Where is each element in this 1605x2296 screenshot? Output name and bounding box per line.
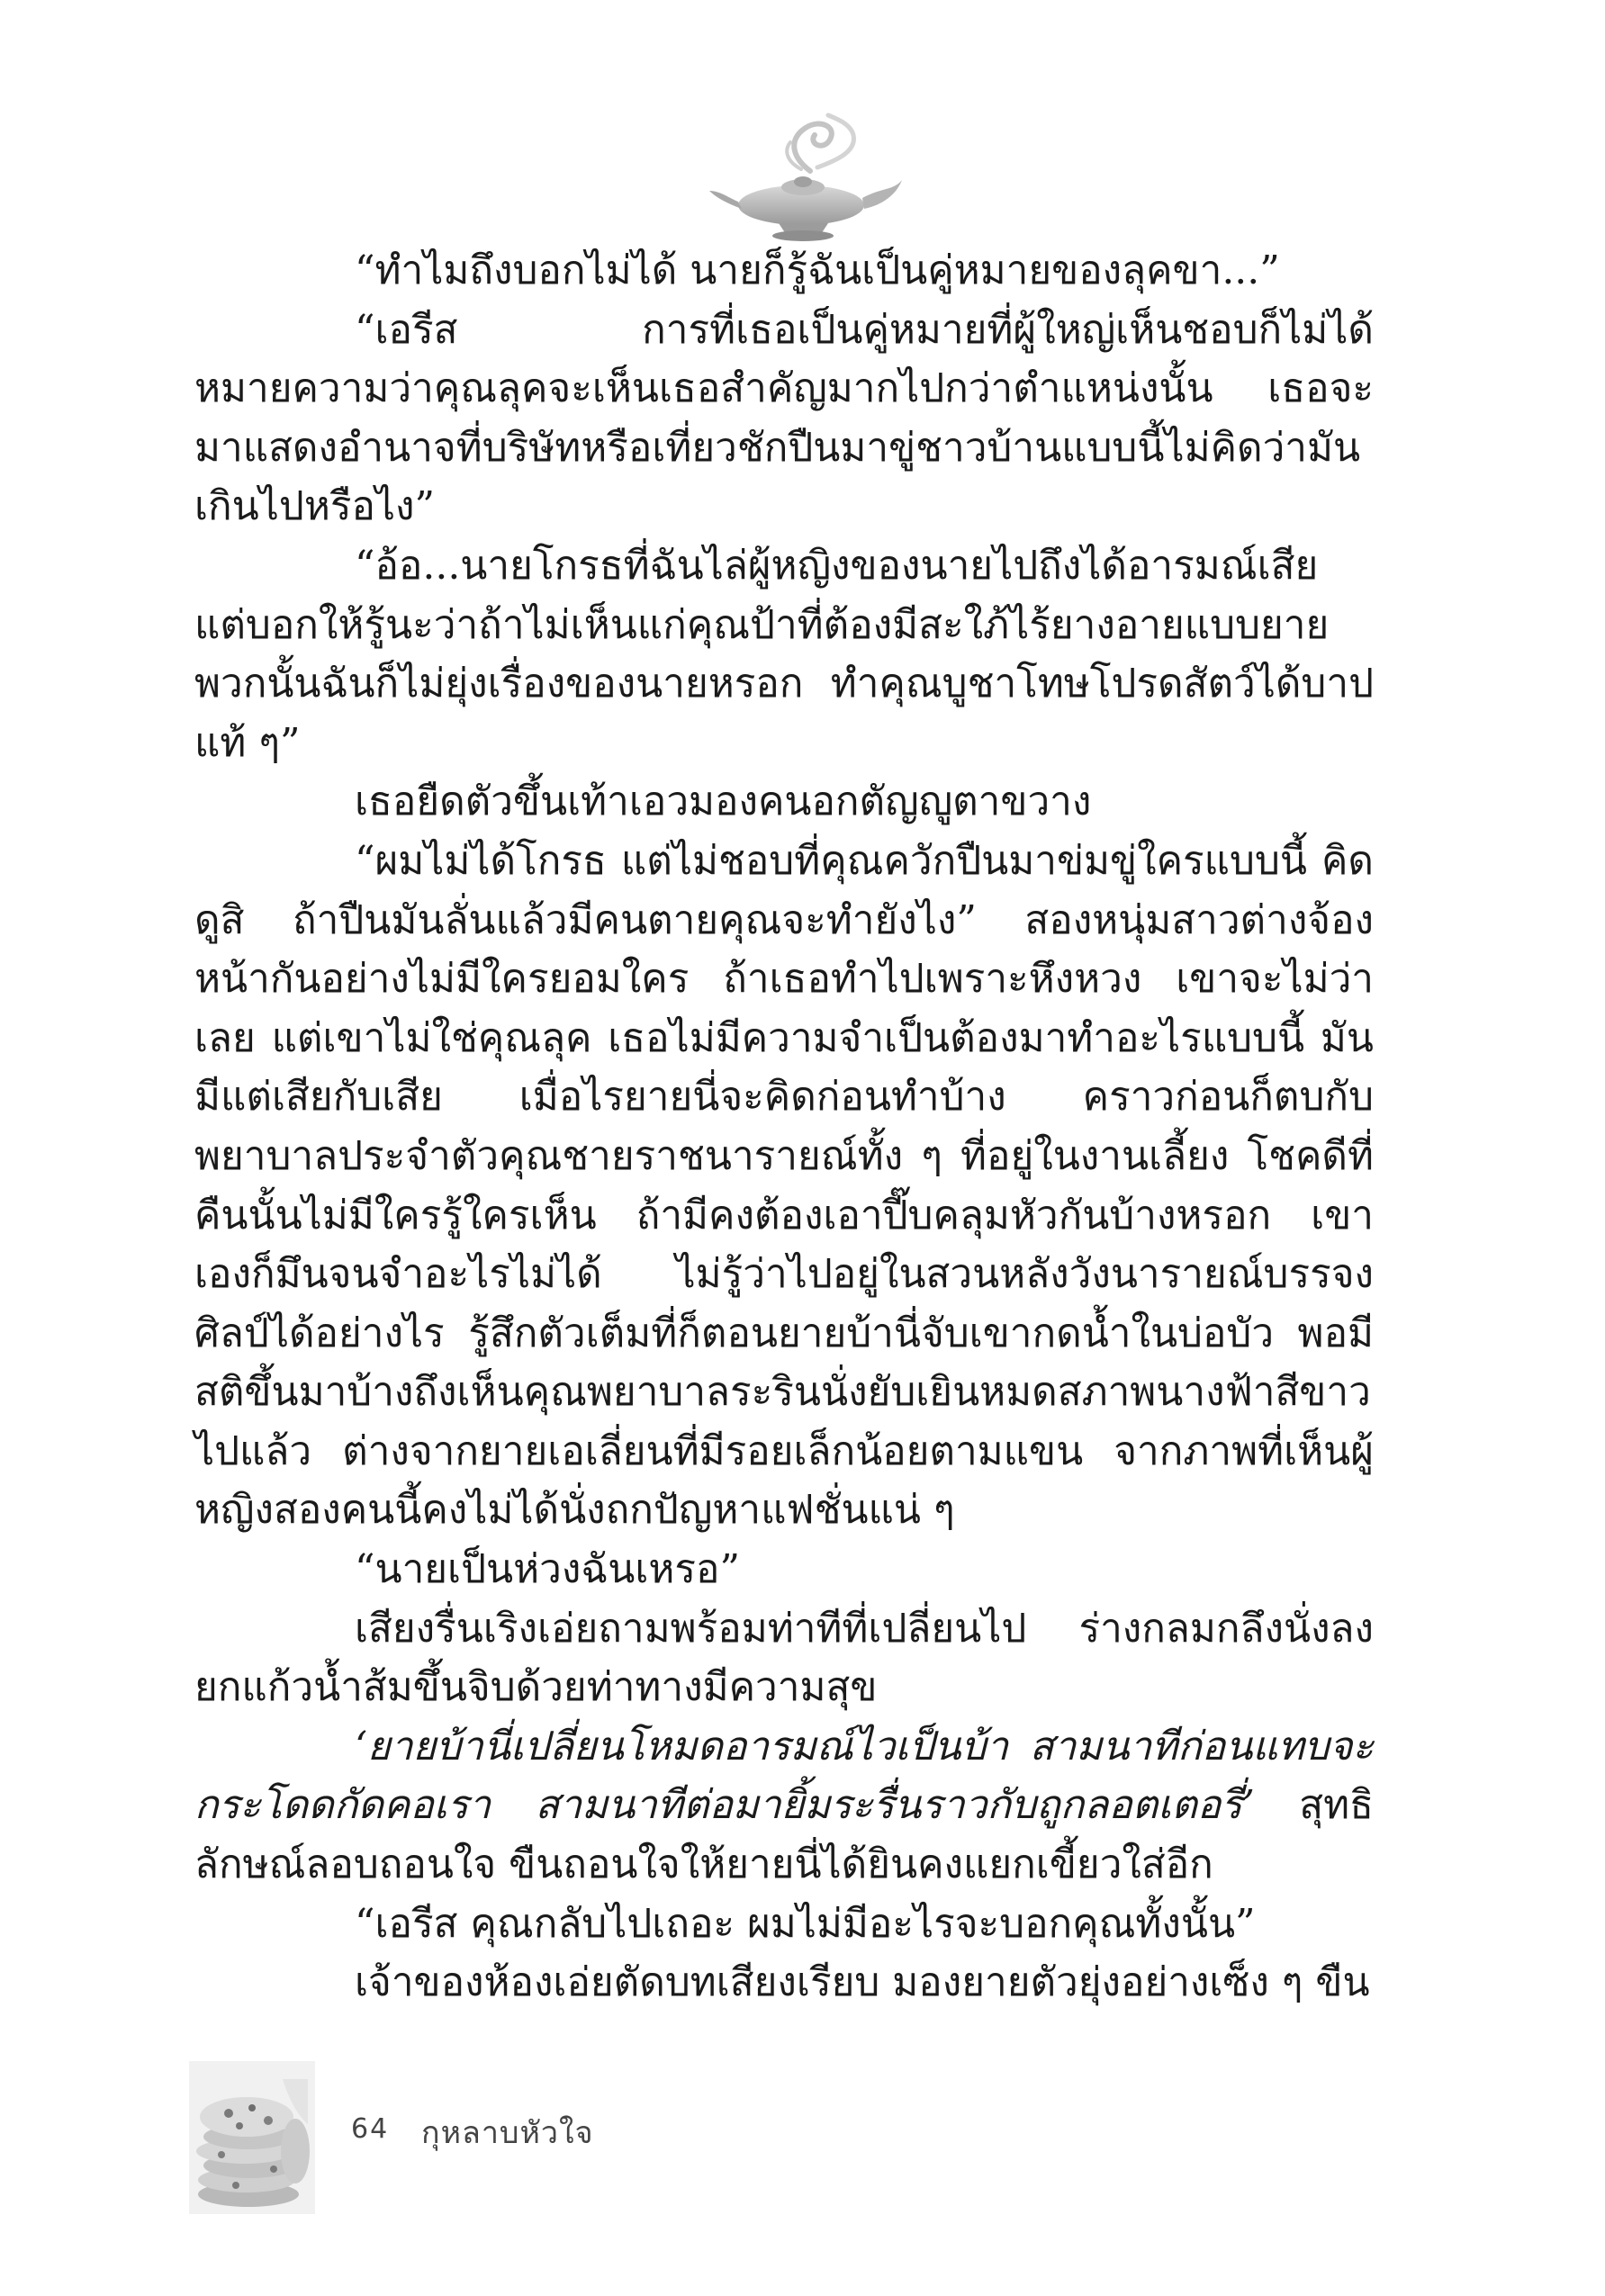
genie-lamp-icon bbox=[702, 108, 909, 243]
book-title: กุหลาบหัวใจ bbox=[421, 2115, 594, 2151]
page-number: 64 bbox=[351, 2113, 390, 2145]
paragraph: “อ้อ...นายโกรธที่ฉันไล่ผู้หญิงของนายไปถึงได้อารมณ์เสีย แต่บอกให้รู้นะว่าถ้าไม่เห็นแก่คุณป้าที่ต้องมีสะใภ้ไร้ยางอายแบบยายพวกนั้นฉันก็ไม่ยุ่งเรื่องของนายหรอก ทำคุณบูชาโทษโปรดสัตว์ได้บาปแท้ ๆ” bbox=[194, 542, 1374, 766]
paragraph: “ผมไม่ได้โกรธ แต่ไม่ชอบที่คุณควักปืนมาข่มขู่ใครแบบนี้ คิดดูสิ ถ้าปืนมันลั่นแล้วมีคนตายคุณจะทำยังไง” สองหนุ่มสาวต่างจ้องหน้ากันอย่างไม่มีใครยอมใคร ถ้าเธอทำไปเพราะหึงหวง เขาจะไม่ว่าเลย แต่เขาไม่ใช่คุณลุค เธอไม่มีความจำเป็นต้องมาทำอะไรแบบนี้ มันมีแต่เสียกับเสีย เมื่อไรยายนี่จะคิดก่อนทำบ้าง คราวก่อนก็ตบกับพยาบาลประจำตัวคุณชายราชนารายณ์ทั้ง ๆ ที่อยู่ในงานเลี้ยง โชคดีที่คืนนั้นไม่มีใครรู้ใครเห็น ถ้ามีคงต้องเอาปี๊บคลุมหัวกันบ้างหรอก เขาเองก็มึนจนจำอะไรไม่ได้ ไม่รู้ว่าไปอยู่ในสวนหลังวังนารายณ์บรรจงศิลป์ได้อย่างไร รู้สึกตัวเต็มที่ก็ตอนยายบ้านี่จับเขากดน้ำในบ่อบัว พอมีสติขึ้นมาบ้างถึงเห็นคุณพยาบาลระรินนั่งยับเยินหมดสภาพนางฟ้าสีขาวไปแล้ว ต่างจากยายเอเลี่ยนที่มีรอยเล็กน้อยตามแขน จากภาพที่เห็นผู้หญิงสองคนนี้คงไม่ได้นั่งถกปัญหาแฟชั่นแน่ ๆ bbox=[194, 837, 1374, 1534]
paragraph bbox=[194, 1717, 1374, 1895]
page-footer bbox=[189, 2061, 819, 2214]
paragraph: เสียงรื่นเริงเอ่ยถามพร้อมท่าทีที่เปลี่ยนไป ร่างกลมกลึงนั่งลงยกแก้วน้ำส้มขึ้นจิบด้วยท่าทางมีความสุข bbox=[194, 1605, 1374, 1711]
paragraph: เจ้าของห้องเอ่ยตัดบทเสียงเรียบ มองยายตัวยุ่งอย่างเซ็ง ๆ ขืน bbox=[355, 1959, 1370, 2006]
paragraph: “เอรีส คุณกลับไปเถอะ ผมไม่มีอะไรจะบอกคุณทั้งนั้น” bbox=[355, 1900, 1256, 1947]
paragraph: “เอรีส การที่เธอเป็นคู่หมายที่ผู้ใหญ่เห็นชอบก็ไม่ได้หมายความว่าคุณลุคจะเห็นเธอสำคัญมากไปกว่าตำแหน่งนั้น เธอจะมาแสดงอำนาจที่บริษัทหรือเที่ยวชักปืนมาขู่ชาวบ้านแบบนี้ไม่คิดว่ามันเกินไปหรือไง” bbox=[194, 306, 1374, 530]
story-text bbox=[194, 241, 1374, 2012]
cookie-stack-icon bbox=[189, 2061, 315, 2214]
paragraph-tail: สุทธิลักษณ์ลอบถอนใจ ขืนถอนใจให้ยายนี่ได้ยินคงแยกเขี้ยวใส่อีก bbox=[194, 1782, 1374, 1888]
paragraph: “นายเป็นห่วงฉันเหรอ” bbox=[355, 1546, 740, 1593]
inner-thought: ‘ยายบ้านี่เปลี่ยนโหมดอารมณ์ไวเป็นบ้า สามนาทีก่อนแทบจะกระโดดกัดคอเรา สามนาทีต่อมายิ้มระรื่นราวกับถูกลอตเตอรี่’ bbox=[194, 1723, 1374, 1829]
paragraph: เธอยืดตัวขึ้นเท้าเอวมองคนอกตัญญูตาขวาง bbox=[355, 779, 1092, 825]
paragraph: “ทำไมถึงบอกไม่ได้ นายก็รู้ฉันเป็นคู่หมายของลุคขา...” bbox=[355, 248, 1280, 293]
